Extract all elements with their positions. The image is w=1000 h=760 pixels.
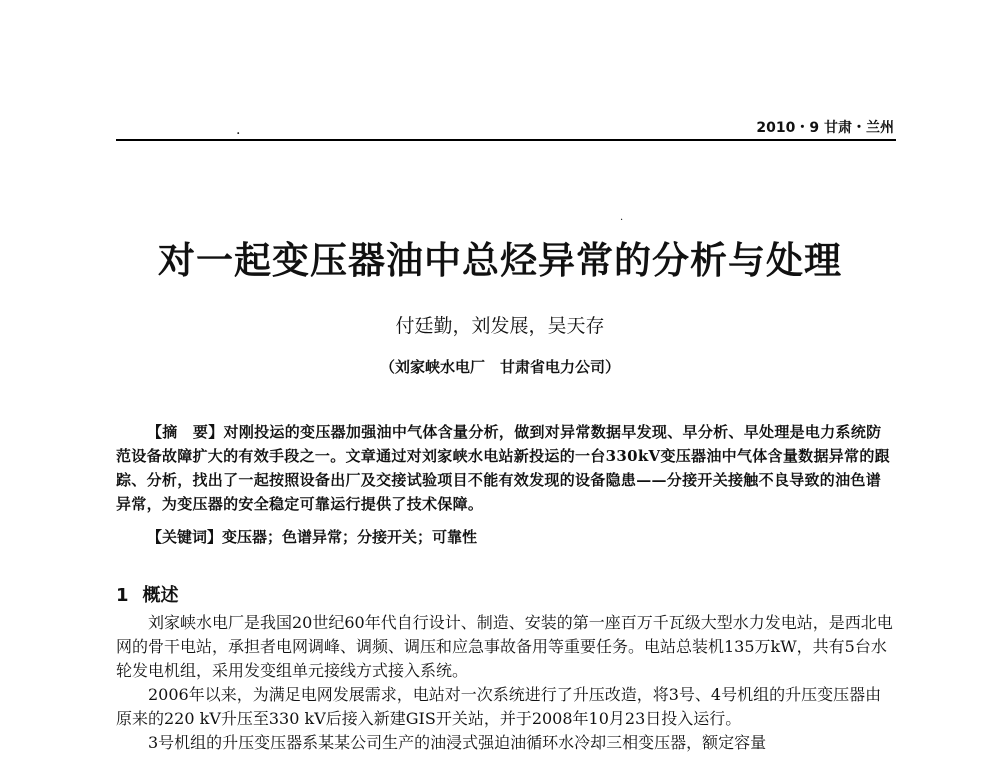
header-rule	[116, 139, 896, 141]
section-number: 1	[116, 585, 129, 606]
paragraph: 2006年以来，为满足电网发展需求，电站对一次系统进行了升压改造，将3号、4号机组的升压变压器由原来的220 kV升压至330 kV后接入新建GIS开关站，并于2008年10月23日投入运行。	[116, 685, 882, 728]
abstract-label: 【摘 要】	[147, 423, 224, 441]
stray-dot: .	[620, 212, 624, 223]
running-header: 2010・9 甘肃・兰州	[756, 120, 894, 136]
paragraph: 刘家峡水电厂是我国20世纪60年代自行设计、制造、安装的第一座百万千瓦级大型水力发电站，是西北电网的骨干电站，承担者电网调峰、调频、调压和应急事故备用等重要任务。电站总装机135万kW，共有5台水轮发电机组，采用发变组单元接线方式接入系统。	[116, 613, 893, 680]
paper-title: 对一起变压器油中总烃异常的分析与处理	[158, 238, 842, 282]
keywords-label: 【关键词】	[147, 528, 223, 546]
section-heading	[116, 581, 179, 607]
paragraph: 3号机组的升压变压器系某某公司生产的油浸式强迫油循环水冷却三相变压器，额定容量	[148, 733, 767, 752]
keywords-text: 变压器；色谱异常；分接开关；可靠性	[222, 528, 478, 546]
section-body	[116, 611, 896, 755]
abstract-text: 对刚投运的变压器加强油中气体含量分析，做到对异常数据早发现、早分析、早处理是电力系统防范设备故障扩大的有效手段之一。文章通过对刘家峡水电站新投运的一台330kV变压器油中气体含量数据异常的跟踪、分析，找出了一起按照设备出厂及交接试验项目不能有效发现的设备隐患——分接开关接触不良导致的油色谱异常，为变压器的安全稳定可靠运行提供了技术保障。	[116, 423, 890, 513]
affiliation: （刘家峡水电厂 甘肃省电力公司）	[379, 358, 620, 376]
abstract	[116, 420, 896, 516]
authors: 付廷勤，刘发展，吴天存	[395, 315, 605, 337]
keywords	[147, 526, 477, 547]
header-dot: .	[236, 122, 241, 138]
section-title: 概述	[142, 585, 179, 606]
